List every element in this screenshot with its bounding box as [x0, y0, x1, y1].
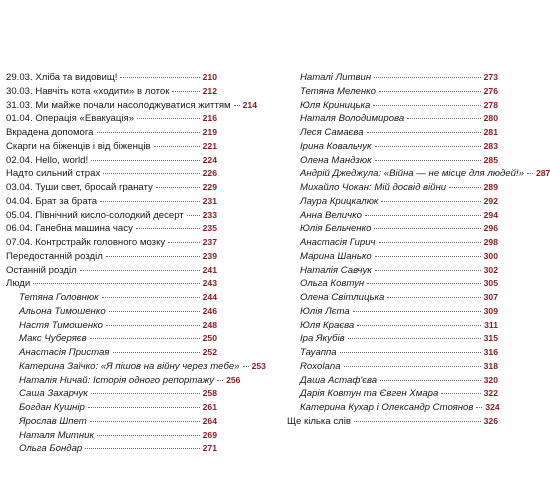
dot-leader: [106, 256, 200, 257]
toc-entry-title: Наталя Митник: [19, 429, 95, 441]
toc-entry-title: Михайло Чокан: Мій досвід війни: [300, 182, 447, 193]
toc-entry-title: Марина Шанько: [300, 250, 372, 262]
toc-entry-title: 01.04. Операція «Евакуація»: [6, 113, 135, 125]
toc-entry-title: 30.03. Навчіть кота «ходити» в лоток: [6, 85, 170, 97]
dot-leader: [113, 352, 200, 353]
toc-entry-page-number: 311: [484, 319, 498, 330]
dot-leader: [449, 187, 481, 188]
toc-entry-title: Надто сильний страх: [6, 168, 101, 180]
toc-entry-title: Юля Криницька: [300, 99, 371, 111]
toc-entry: [6, 112, 217, 126]
toc-entry-page-number: 326: [483, 415, 498, 426]
toc-entry: [287, 236, 498, 250]
toc-entry-page-number: 271: [202, 443, 217, 454]
toc-entry-page-number: 280: [483, 113, 498, 124]
toc-entry: [6, 181, 217, 195]
toc-entry-page-number: 276: [483, 85, 498, 96]
dot-leader: [154, 146, 200, 147]
toc-entry-page-number: 248: [202, 319, 217, 330]
toc-entry-title: Макс Чуберяєв: [19, 333, 87, 345]
dot-leader: [120, 77, 199, 78]
toc-entry-page-number: 226: [202, 168, 217, 179]
toc-entry: [6, 126, 217, 140]
toc-entry-title: Леся Самаєва: [300, 127, 364, 138]
toc-entry-page-number: 264: [202, 415, 217, 426]
toc-entry-page-number: 243: [202, 278, 217, 289]
toc-entry: [6, 195, 217, 209]
dot-leader: [374, 228, 480, 229]
dot-leader: [353, 311, 481, 312]
toc-right-column: [287, 71, 550, 429]
dot-leader: [137, 118, 200, 119]
dot-leader: [91, 160, 200, 161]
toc-entry: [287, 99, 498, 113]
dot-leader: [375, 256, 481, 257]
dot-leader: [476, 407, 482, 408]
toc-entry: [287, 112, 498, 126]
toc-entry-page-number: 235: [202, 223, 217, 234]
toc-entry: [6, 264, 217, 278]
toc-entry-title: Тетяна Головнюк: [19, 292, 99, 303]
toc-entry-page-number: 292: [483, 195, 498, 206]
dot-leader: [379, 242, 481, 243]
toc-entry-page-number: 261: [202, 402, 217, 412]
dot-leader: [103, 173, 199, 174]
toc-entry-title: Наталя Володимирова: [300, 113, 405, 125]
toc-entry-page-number: 212: [202, 85, 217, 96]
dot-leader: [136, 228, 200, 229]
toc-entry-title: Вкрадена допомога: [6, 127, 94, 138]
toc-entry-page-number: 298: [483, 237, 498, 247]
dot-leader: [33, 283, 199, 284]
toc-entry-title: Богдан Кушнір: [19, 402, 85, 413]
toc-entry: [287, 222, 498, 236]
dot-leader: [90, 421, 200, 422]
toc-entry-title: Андрій Джеджула: «Війна — не місце для людей!»: [300, 168, 524, 180]
toc-entry: [287, 305, 498, 319]
toc-entry: [287, 71, 498, 85]
toc-entry-page-number: 322: [483, 388, 498, 399]
toc-entry: [287, 181, 498, 195]
dot-leader: [365, 215, 481, 216]
toc-entry-title: Юля Краєва: [300, 319, 355, 331]
toc-entry: [6, 167, 217, 181]
toc-entry-page-number: 219: [202, 127, 217, 137]
dot-leader: [375, 146, 481, 147]
toc-entry-title: Саша Захарчук: [19, 388, 88, 400]
toc-entry-page-number: 273: [483, 72, 498, 82]
toc-entry-page-number: 300: [483, 250, 498, 261]
toc-entry-title: Іра Якубів: [300, 333, 345, 345]
dot-leader: [109, 311, 200, 312]
dot-leader: [381, 201, 480, 202]
dot-leader: [234, 105, 240, 106]
toc-entry: [287, 360, 498, 374]
dot-leader: [357, 325, 481, 326]
toc-entry-page-number: 305: [483, 278, 498, 289]
toc-entry-page-number: 287: [535, 168, 550, 179]
toc-entry: [6, 236, 217, 250]
toc-entry: [287, 126, 498, 140]
dot-leader: [217, 380, 223, 381]
dot-leader: [156, 187, 200, 188]
toc-entry-title: Наталі Литвин: [300, 72, 372, 83]
toc-entry-page-number: 216: [202, 113, 217, 124]
toc-entry: [6, 154, 217, 168]
toc-entry: [6, 332, 217, 346]
toc-entry: [287, 85, 498, 99]
toc-entry: [6, 401, 217, 415]
toc-entry-page-number: 302: [483, 264, 498, 275]
toc-entry: [287, 154, 498, 168]
toc-entry: [6, 71, 217, 85]
toc-entry: [287, 250, 498, 264]
dot-leader: [374, 77, 481, 78]
toc-entry-page-number: 237: [202, 237, 217, 247]
toc-entry-title: Roxolana: [300, 360, 341, 372]
dot-leader: [80, 270, 200, 271]
toc-entry-page-number: 307: [483, 292, 498, 302]
toc-entry-page-number: 289: [483, 182, 498, 192]
toc-entry-title: 06.04. Ганебна машина часу: [6, 223, 133, 235]
toc-entry-page-number: 244: [202, 292, 217, 302]
toc-entry: [6, 374, 241, 388]
toc-entry-title: Тетяна Меленко: [300, 85, 376, 97]
toc-entry-page-number: 258: [202, 388, 217, 399]
toc-entry-title: 02.04. Hello, world!: [6, 154, 89, 166]
toc-entry: [6, 319, 217, 333]
dot-leader: [97, 435, 200, 436]
toc-entry-page-number: 229: [202, 182, 217, 192]
dot-leader: [168, 242, 199, 243]
toc-entry: [6, 85, 217, 99]
toc-entry-title: Ярослав Шпет: [19, 415, 87, 427]
toc-entry: [6, 360, 266, 374]
toc-entry: [6, 429, 217, 443]
toc-entry-title: Альона Тимошенко: [19, 305, 106, 317]
dot-leader: [91, 393, 200, 394]
toc-entry-title: Настя Тимошенко: [19, 319, 103, 331]
dot-leader: [102, 297, 200, 298]
dot-leader: [380, 380, 481, 381]
toc-entry-title: Ольга Бондар: [19, 443, 83, 455]
toc-entry: [6, 99, 257, 113]
toc-entry-page-number: 252: [202, 347, 217, 357]
toc-entry: [287, 332, 498, 346]
toc-entry: [287, 195, 498, 209]
toc-entry-page-number: 316: [483, 347, 498, 357]
dot-leader: [354, 421, 481, 422]
toc-entry-title: Даша Астаф'єва: [300, 374, 378, 386]
toc-entry: [287, 319, 498, 333]
toc-entry: [287, 167, 550, 181]
toc-entry-title: 07.04. Контрстрайк головного мозку: [6, 237, 166, 248]
toc-entry: [6, 442, 217, 456]
toc-entry-page-number: 269: [202, 429, 217, 440]
toc-entry-title: 29.03. Хліба та видовищ!: [6, 72, 118, 83]
toc-entry: [6, 209, 217, 223]
toc-entry-title: Люди: [6, 278, 31, 290]
toc-entry-page-number: 233: [202, 209, 217, 220]
toc-entry: [6, 346, 217, 360]
toc-entry-page-number: 296: [483, 223, 498, 234]
dot-leader: [106, 325, 200, 326]
toc-entry-page-number: 224: [202, 154, 217, 165]
toc-entry: [6, 250, 217, 264]
toc-entry: [6, 415, 217, 429]
toc-entry: [287, 415, 498, 429]
toc-entry-title: 04.04. Брат за брата: [6, 195, 98, 207]
dot-leader: [348, 338, 481, 339]
toc-entry-page-number: 239: [202, 250, 217, 261]
toc-entry-page-number: 241: [202, 264, 217, 275]
toc-entry-title: Наталія Савчук: [300, 264, 372, 276]
dot-leader: [373, 105, 480, 106]
toc-entry-page-number: 256: [226, 374, 241, 385]
toc-entry-title: Анастасія Пристая: [19, 347, 110, 358]
toc-entry-page-number: 246: [202, 305, 217, 316]
dot-leader: [375, 160, 481, 161]
toc-entry-title: 05.04. Північний кисло-солодкий десерт: [6, 209, 184, 221]
toc-entry-title: Наталія Ничай: Історія одного репортажу: [19, 374, 215, 386]
toc-entry: [287, 140, 498, 154]
dot-leader: [90, 338, 200, 339]
toc-entry: [287, 387, 498, 401]
toc-entry-page-number: 324: [485, 402, 500, 412]
dot-leader: [379, 91, 481, 92]
dot-leader: [97, 132, 200, 133]
dot-leader: [340, 352, 481, 353]
toc-entry: [287, 264, 498, 278]
toc-entry: [287, 401, 498, 415]
dot-leader: [387, 297, 480, 298]
toc-entry-title: Юлія Бельченко: [300, 223, 372, 235]
dot-leader: [441, 393, 480, 394]
toc-entry-title: Ще кілька слів: [287, 415, 351, 427]
toc-entry-title: Дарія Ковтун та Євген Хмара: [300, 388, 439, 400]
toc-entry-title: Скарги на біженців і від біженців: [6, 140, 151, 152]
toc-entry-title: Передостанній розділ: [6, 250, 103, 262]
toc-entry-page-number: 320: [483, 374, 498, 385]
toc-entry-page-number: 278: [483, 99, 498, 110]
toc-entry-title: Анастасія Гирич: [300, 237, 376, 248]
dot-leader: [367, 132, 481, 133]
toc-entry-title: Анна Величко: [300, 209, 362, 221]
toc-entry: [287, 209, 498, 223]
toc-entry-title: Катерина Заїчко: «Я пішов на війну через тебе»: [19, 360, 240, 372]
dot-leader: [344, 366, 481, 367]
toc-entry-page-number: 294: [483, 209, 498, 220]
toc-entry-page-number: 285: [483, 154, 498, 165]
toc-entry-title: Лаура Крицкалюк: [300, 195, 379, 207]
dot-leader: [85, 448, 199, 449]
toc-entry-title: Останній розділ: [6, 264, 77, 276]
toc-entry-title: Юлія Лєта: [300, 305, 350, 317]
toc-entry: [6, 387, 217, 401]
toc-entry-title: Ольга Ковтун: [300, 278, 365, 290]
toc-entry-page-number: 315: [483, 333, 498, 344]
toc-entry-page-number: 250: [202, 333, 217, 344]
dot-leader: [407, 118, 480, 119]
toc-entry-title: 31.03. Ми майже почали насолоджуватися життям: [6, 99, 231, 111]
toc-entry: [6, 140, 217, 154]
toc-entry-title: Олена Мандзюк: [300, 154, 372, 166]
dot-leader: [172, 91, 199, 92]
toc-entry-title: Катерина Кухар і Олександр Стоянов: [300, 402, 474, 413]
dot-leader: [367, 283, 480, 284]
toc-entry: [6, 305, 217, 319]
toc-left-column: [6, 71, 266, 456]
toc-entry-title: Тауаппа: [300, 347, 337, 358]
dot-leader: [88, 407, 200, 408]
toc-entry-title: Олена Світлицька: [300, 292, 385, 303]
toc-entry-title: Ірина Ковальчук: [300, 140, 372, 152]
toc-entry-page-number: 221: [202, 140, 217, 151]
toc-entry: [6, 222, 217, 236]
toc-entry: [6, 291, 217, 305]
dot-leader: [100, 201, 200, 202]
toc-entry-page-number: 253: [251, 360, 266, 371]
toc-entry-page-number: 283: [483, 140, 498, 151]
dot-leader: [375, 270, 481, 271]
toc-entry: [287, 277, 498, 291]
toc-entry-title: 03.04. Туши свет, бросай гранату: [6, 182, 153, 193]
toc-entry: [287, 346, 498, 360]
toc-entry-page-number: 231: [202, 195, 217, 206]
toc-entry: [287, 374, 498, 388]
toc-entry-page-number: 281: [483, 127, 498, 137]
dot-leader: [243, 366, 249, 367]
toc-entry-page-number: 214: [242, 99, 257, 110]
toc-entry: [287, 291, 498, 305]
toc-entry: [6, 277, 217, 291]
toc-entry-page-number: 318: [483, 360, 498, 371]
dot-leader: [527, 173, 533, 174]
toc-entry-page-number: 210: [202, 72, 217, 82]
dot-leader: [187, 215, 200, 216]
toc-entry-page-number: 309: [483, 305, 498, 316]
